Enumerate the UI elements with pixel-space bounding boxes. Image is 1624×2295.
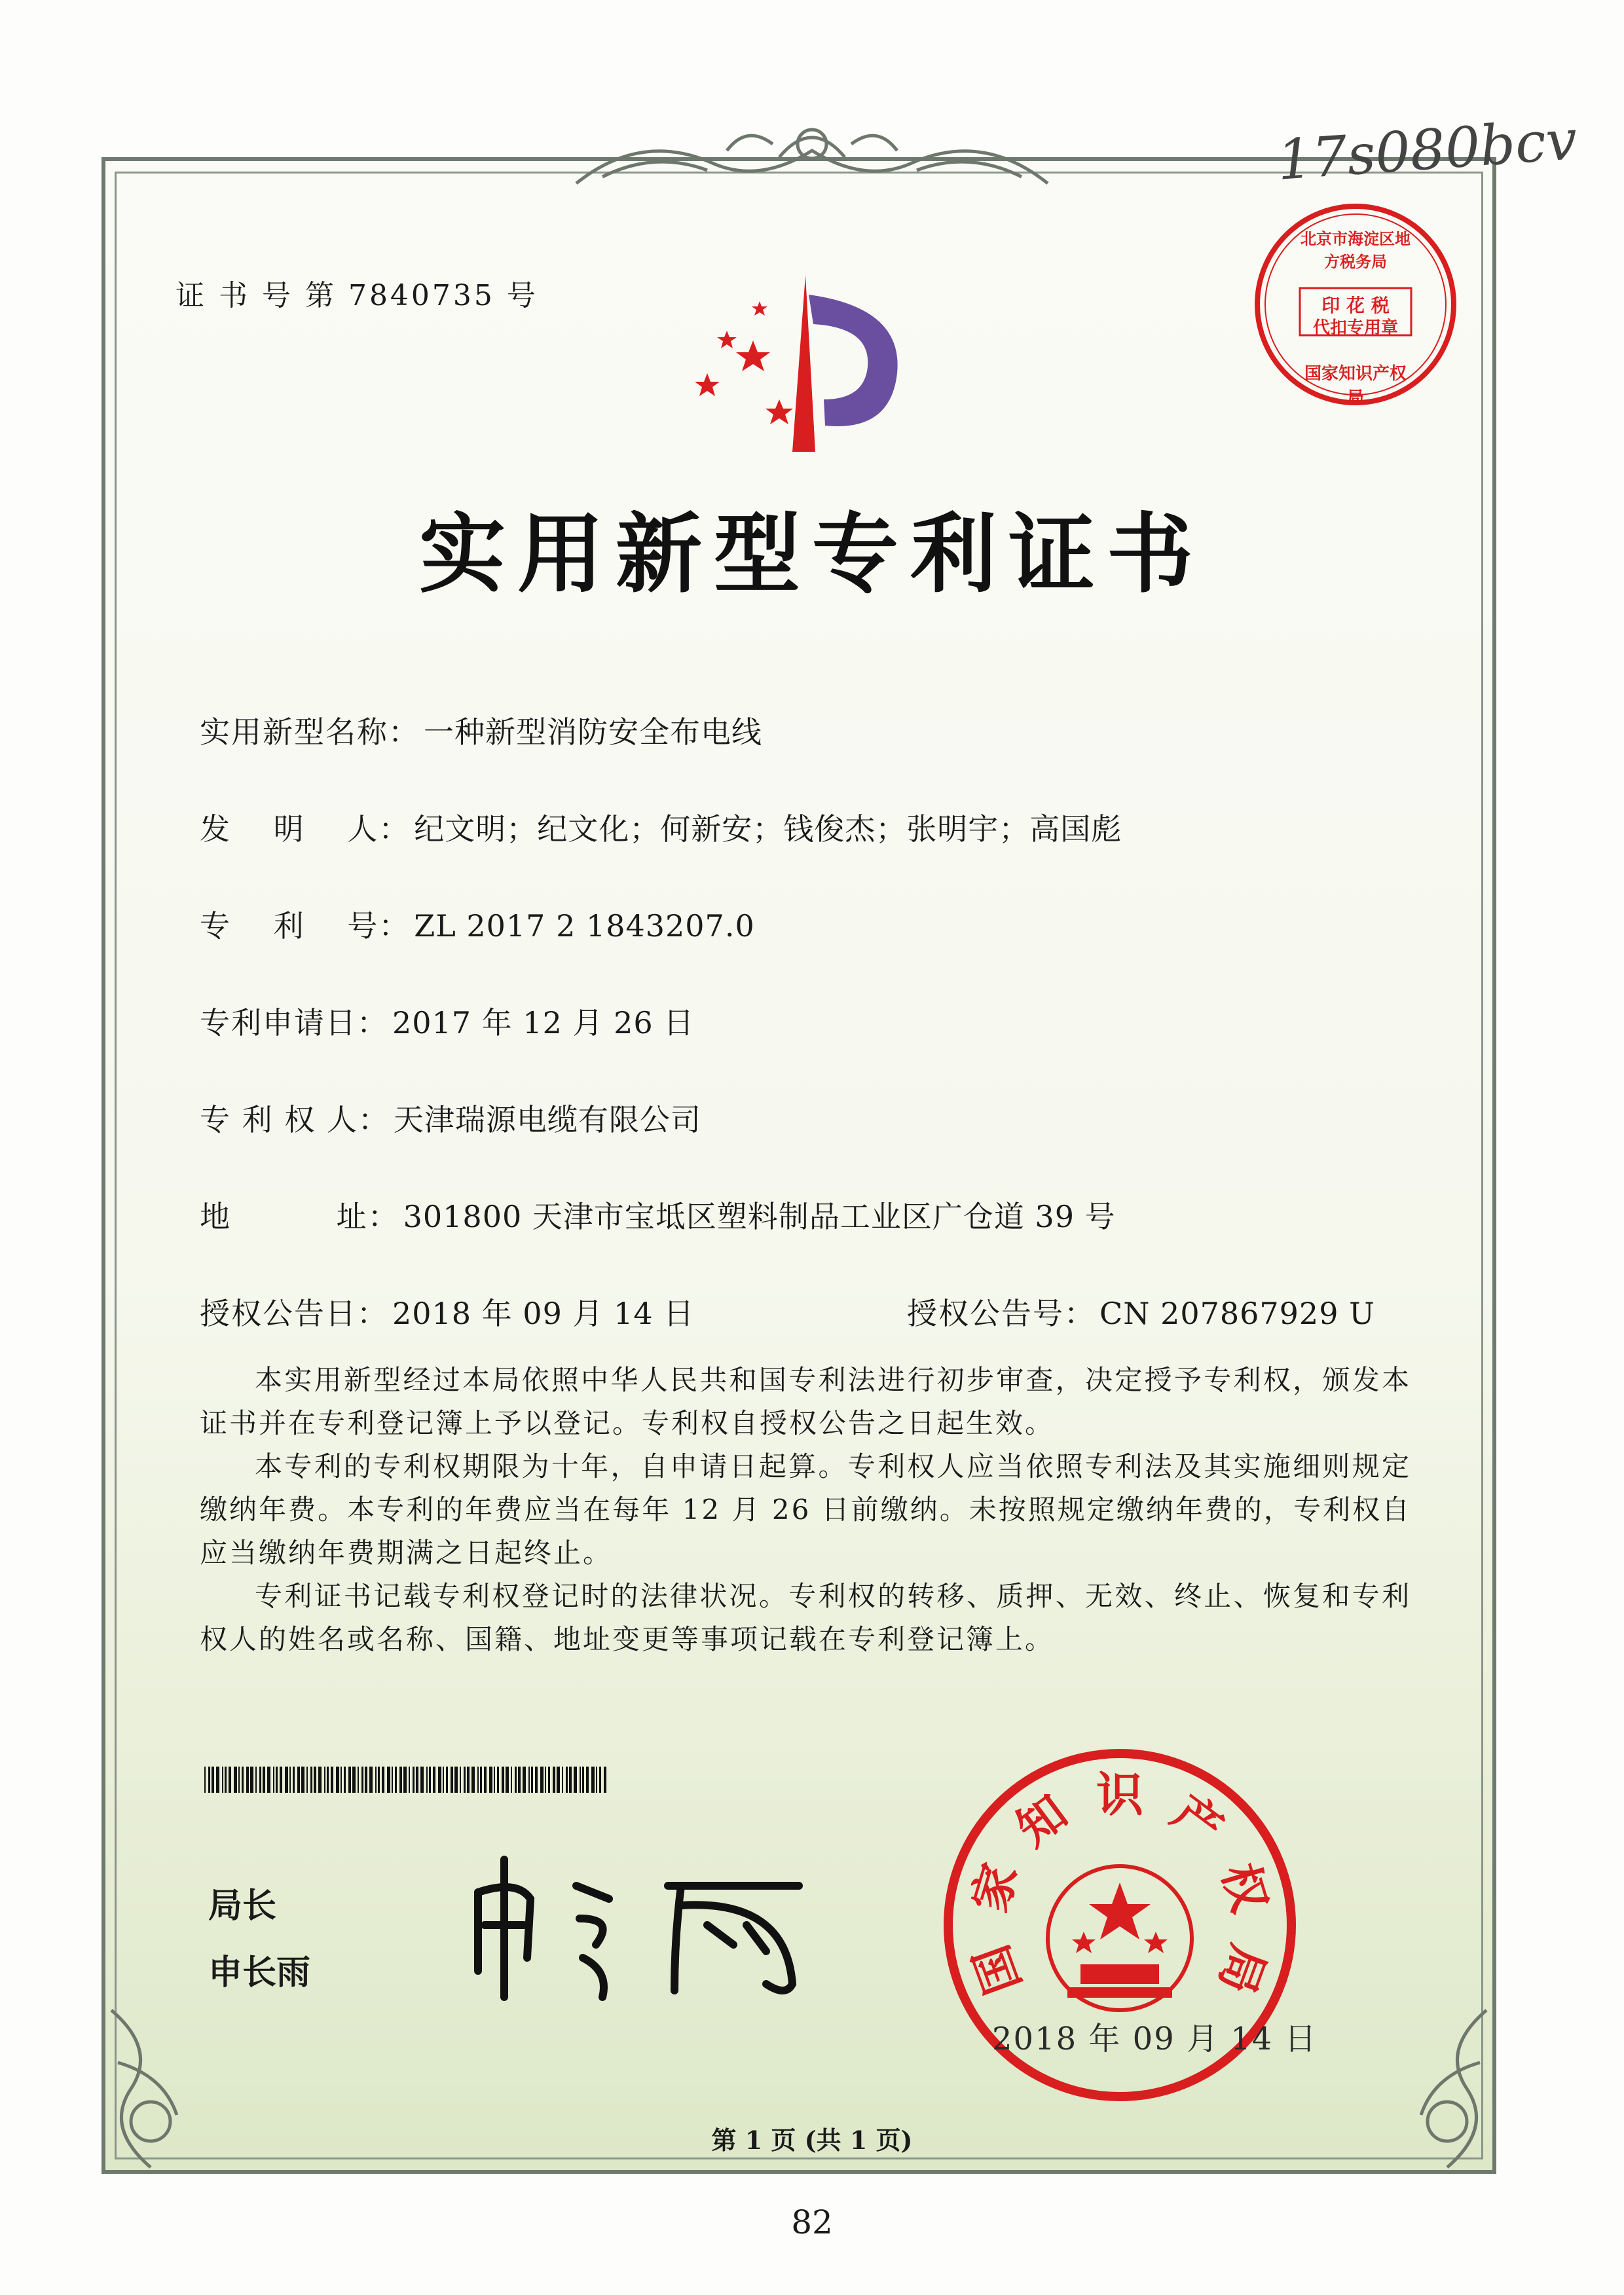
barcode-bar bbox=[489, 1767, 492, 1793]
barcode-bar bbox=[454, 1767, 458, 1793]
seal-char: 权 bbox=[1211, 1857, 1278, 1919]
director-signature bbox=[458, 1846, 825, 2006]
barcode-bar bbox=[403, 1767, 407, 1793]
barcode-bar bbox=[523, 1767, 526, 1793]
barcode-bar bbox=[409, 1767, 410, 1793]
field-value: CN 207867929 U bbox=[1099, 1296, 1375, 1331]
field-label: 专 利 号： bbox=[200, 908, 411, 944]
seal-char: 家 bbox=[961, 1857, 1028, 1919]
field-patent-number bbox=[200, 902, 755, 946]
barcode-bar bbox=[301, 1767, 304, 1793]
barcode-bar bbox=[471, 1767, 475, 1793]
field-value: 301800 天津市宝坻区塑料制品工业区广仓道 39 号 bbox=[403, 1199, 1116, 1234]
barcode-bar bbox=[540, 1767, 544, 1793]
barcode-bar bbox=[399, 1767, 402, 1793]
barcode-bar bbox=[255, 1767, 257, 1793]
field-value: ZL 2017 2 1843207.0 bbox=[414, 908, 755, 944]
barcode-bar bbox=[446, 1767, 448, 1793]
barcode-bar bbox=[569, 1767, 572, 1793]
certificate-body-text bbox=[200, 1359, 1411, 1661]
field-label: 专利申请日： bbox=[200, 1005, 388, 1040]
body-paragraph: 本专利的专利权期限为十年，自申请日起算。专利权人应当依照专利法及其实施细则规定缴纳年费。本专利的年费应当在每年 12 月 26 日前缴纳。未按照规定缴纳年费的，专利权自应当缴纳年费期满之日起终止。 bbox=[200, 1450, 1411, 1569]
barcode-bar bbox=[285, 1767, 288, 1793]
barcode-bar bbox=[310, 1767, 312, 1793]
certificate-title: 实用新型专利证书 bbox=[419, 504, 1205, 605]
barcode-bar bbox=[238, 1767, 240, 1793]
body-paragraph: 专利证书记载专利权登记时的法律状况。专利权的转移、质押、无效、终止、恢复和专利权人的姓名或名称、国籍、地址变更等事项记载在专利登记簿上。 bbox=[200, 1580, 1411, 1655]
barcode-bar bbox=[348, 1767, 351, 1793]
field-inventor bbox=[200, 805, 1122, 849]
barcode-bar bbox=[464, 1767, 466, 1793]
seal-char: 局 bbox=[1208, 1937, 1276, 2002]
seal-char: 知 bbox=[1006, 1784, 1078, 1857]
barcode-bar bbox=[557, 1767, 560, 1793]
barcode-bar bbox=[574, 1767, 577, 1793]
barcode-bar bbox=[451, 1767, 453, 1793]
barcode-bar bbox=[318, 1767, 322, 1793]
barcode-bar bbox=[586, 1767, 589, 1793]
barcode-bar bbox=[420, 1767, 424, 1793]
barcode-bar bbox=[506, 1767, 509, 1793]
barcode-bar bbox=[375, 1767, 377, 1793]
barcode-bar bbox=[497, 1767, 499, 1793]
barcode-bar bbox=[263, 1767, 265, 1793]
barcode-bar bbox=[387, 1767, 390, 1793]
barcode-bar bbox=[259, 1767, 261, 1793]
barcode-bar bbox=[297, 1767, 300, 1793]
field-value: 纪文明；纪文化；何新安；钱俊杰；张明宇；高国彪 bbox=[414, 811, 1122, 847]
field-patent-holder bbox=[200, 1096, 701, 1139]
barcode-bar bbox=[566, 1767, 568, 1793]
body-paragraph: 本实用新型经过本局依照中华人民共和国专利法进行初步审查，决定授予专利权，颁发本证书并在专利登记簿上予以登记。专利权自授权公告之日起生效。 bbox=[200, 1364, 1411, 1439]
barcode-bar bbox=[225, 1767, 227, 1793]
field-label: 地 址： bbox=[200, 1199, 399, 1234]
field-value: 2017 年 12 月 26 日 bbox=[392, 1005, 695, 1040]
barcode-bar bbox=[528, 1767, 530, 1793]
barcode-bar bbox=[280, 1767, 282, 1793]
field-utility-model-name bbox=[200, 708, 762, 752]
certificate-number: 证 书 号 第 7840735 号 bbox=[175, 279, 538, 312]
barcode-bar bbox=[222, 1767, 223, 1793]
barcode-bar bbox=[229, 1767, 231, 1793]
field-application-date bbox=[200, 999, 694, 1042]
barcode-bar bbox=[518, 1767, 521, 1793]
top-ornament bbox=[563, 105, 1061, 203]
barcode-bar bbox=[208, 1767, 210, 1793]
barcode-bar bbox=[267, 1767, 270, 1793]
field-grant-number bbox=[907, 1290, 1375, 1333]
tax-stamp bbox=[1247, 196, 1464, 415]
patent-office-logo-icon bbox=[668, 268, 930, 465]
barcode-bar bbox=[289, 1767, 291, 1793]
tax-stamp-inner-text-1: 印 花 税 bbox=[1321, 295, 1390, 316]
barcode-bar bbox=[580, 1767, 581, 1793]
barcode-bar bbox=[204, 1767, 206, 1793]
handwritten-note: 17s080bcv bbox=[1275, 107, 1579, 193]
barcode-bar bbox=[502, 1767, 504, 1793]
barcode-bar bbox=[344, 1767, 346, 1793]
barcode-bar bbox=[511, 1767, 512, 1793]
seal-char: 识 bbox=[1096, 1767, 1144, 1822]
field-label: 实用新型名称： bbox=[200, 714, 420, 750]
barcode-bar bbox=[306, 1767, 308, 1793]
barcode-bar bbox=[467, 1767, 470, 1793]
barcode-bar bbox=[413, 1767, 415, 1793]
barcode-bar bbox=[484, 1767, 487, 1793]
page-number: 82 bbox=[791, 2203, 833, 2241]
page-indicator: 第 1 页 (共 1 页) bbox=[711, 2125, 913, 2155]
barcode-bar bbox=[591, 1767, 595, 1793]
barcode-bar bbox=[531, 1767, 533, 1793]
barcode-bar bbox=[429, 1767, 431, 1793]
barcode-bar bbox=[324, 1767, 325, 1793]
field-value: 一种新型消防安全布电线 bbox=[424, 714, 762, 750]
field-address bbox=[200, 1193, 1116, 1236]
tax-stamp-inner-text-2: 代扣专用章 bbox=[1312, 318, 1398, 338]
barcode-bar bbox=[562, 1767, 563, 1793]
barcode-bar bbox=[433, 1767, 435, 1793]
barcode-bar bbox=[336, 1767, 339, 1793]
barcode-bar bbox=[382, 1767, 384, 1793]
seal-char: 国 bbox=[963, 1937, 1031, 2002]
barcode-bar bbox=[234, 1767, 237, 1793]
field-grant-date bbox=[200, 1290, 694, 1333]
barcode-bar bbox=[438, 1767, 441, 1793]
tax-stamp-outer-text: 北京市海淀区地方税务局 bbox=[1301, 229, 1411, 271]
field-label: 发 明 人： bbox=[200, 811, 411, 847]
barcode-bar bbox=[361, 1767, 363, 1793]
barcode-bar bbox=[276, 1767, 278, 1793]
barcode-bar bbox=[378, 1767, 380, 1793]
field-value: 天津瑞源电缆有限公司 bbox=[393, 1102, 701, 1137]
barcode-bar bbox=[242, 1767, 244, 1793]
barcode-bar bbox=[358, 1767, 359, 1793]
barcode-bar bbox=[494, 1767, 495, 1793]
director-title: 局长 bbox=[208, 1886, 277, 1926]
barcode-bar bbox=[477, 1767, 479, 1793]
barcode-bar bbox=[604, 1767, 606, 1793]
barcode-bar bbox=[365, 1767, 367, 1793]
barcode-bar bbox=[273, 1767, 274, 1793]
barcode-bar bbox=[293, 1767, 295, 1793]
barcode-bar bbox=[416, 1767, 418, 1793]
barcode-bar bbox=[395, 1767, 397, 1793]
tax-stamp-bottom-text: 国家知识产权局 bbox=[1304, 364, 1407, 408]
barcode-bar bbox=[582, 1767, 584, 1793]
barcode-bar bbox=[369, 1767, 373, 1793]
field-label: 授权公告号： bbox=[907, 1296, 1096, 1331]
barcode-bar bbox=[535, 1767, 538, 1793]
barcode-bar bbox=[250, 1767, 253, 1793]
barcode-bar bbox=[548, 1767, 550, 1793]
barcode-bar bbox=[212, 1767, 214, 1793]
seal-date: 2018 年 09 月 14 日 bbox=[992, 2021, 1318, 2057]
field-value: 2018 年 09 月 14 日 bbox=[392, 1296, 695, 1331]
barcode-bar bbox=[596, 1767, 597, 1793]
barcode-bar bbox=[216, 1767, 219, 1793]
field-label: 授权公告日： bbox=[200, 1296, 388, 1331]
barcode-bar bbox=[599, 1767, 601, 1793]
barcode-bar bbox=[460, 1767, 461, 1793]
barcode-bar bbox=[331, 1767, 333, 1793]
barcode-bar bbox=[443, 1767, 444, 1793]
barcode bbox=[204, 1767, 609, 1793]
barcode-bar bbox=[314, 1767, 316, 1793]
barcode-bar bbox=[246, 1767, 249, 1793]
barcode-bar bbox=[480, 1767, 482, 1793]
barcode-bar bbox=[515, 1767, 517, 1793]
barcode-bar bbox=[327, 1767, 329, 1793]
barcode-bar bbox=[426, 1767, 428, 1793]
barcode-bar bbox=[352, 1767, 356, 1793]
barcode-bar bbox=[341, 1767, 342, 1793]
barcode-bar bbox=[392, 1767, 393, 1793]
seal-char: 产 bbox=[1162, 1784, 1233, 1857]
director-name: 申长雨 bbox=[208, 1953, 311, 1992]
barcode-bar bbox=[553, 1767, 555, 1793]
barcode-bar bbox=[545, 1767, 546, 1793]
field-label: 专 利 权 人： bbox=[200, 1102, 390, 1137]
